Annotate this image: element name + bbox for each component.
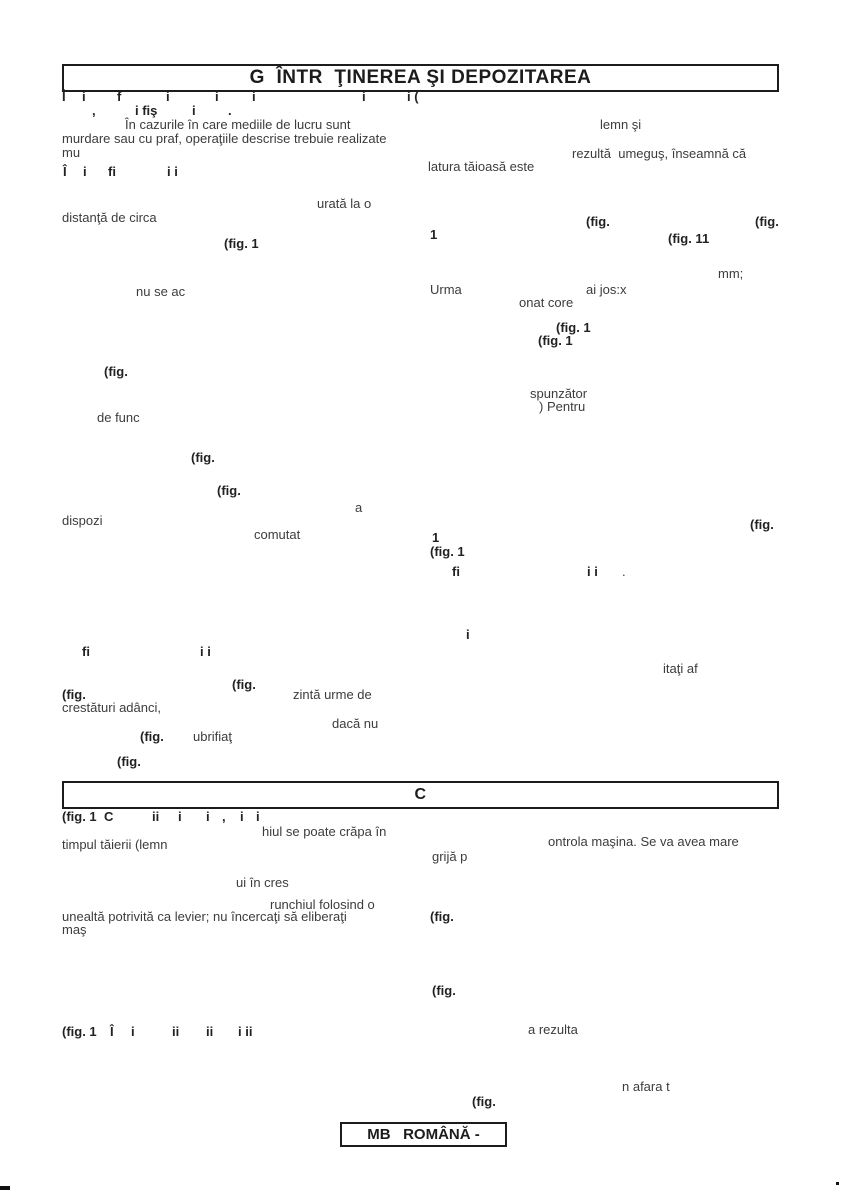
figure-reference: (fig.	[117, 754, 141, 769]
text-fragment: ,	[92, 103, 96, 118]
figure-reference: (fig.	[140, 729, 164, 744]
text-fragment: ubrifiaţ	[193, 729, 233, 744]
text-fragment: i i	[167, 164, 178, 179]
text-fragment: hiul se poate crăpa în	[262, 824, 387, 839]
text-fragment: În cazurile în care mediile de lucru sunt	[125, 117, 351, 132]
text-fragment: Urma	[430, 282, 462, 297]
figure-reference: (fig.	[62, 687, 86, 702]
text-fragment: i	[166, 89, 170, 104]
figure-reference: (fig.	[104, 364, 128, 379]
text-fragment: rezultă umeguş, înseamnă că	[572, 146, 747, 161]
text-fragment: maş	[62, 922, 87, 937]
text-fragment: timpul tăierii (lemn	[62, 837, 168, 852]
text-fragment: murdare sau cu praf, operaţiile descrise trebuie realizate	[62, 131, 387, 146]
text-fragment: lemn şi	[600, 117, 642, 132]
figure-reference: (fig.	[432, 983, 456, 998]
text-fragment: i	[466, 627, 470, 642]
figure-reference: (fig. 1	[538, 333, 573, 348]
text-fragment: zintă urme de	[293, 687, 372, 702]
text-fragment: de func	[97, 410, 140, 425]
text-fragment: ai jos:x	[586, 282, 627, 297]
text-fragment: i	[192, 103, 196, 118]
text-fragment: runchiul folosind o	[270, 897, 375, 912]
text-fragment: i	[178, 809, 182, 824]
footer-page-label: MB ROMÂNĂ -	[367, 1126, 480, 1143]
text-fragment: n afara t	[622, 1079, 670, 1094]
figure-reference: (fig. 1	[62, 809, 97, 824]
text-fragment: spunzător	[530, 386, 588, 401]
text-fragment: unealtă potrivită ca levier; nu încercaţi să eliberaţi	[62, 909, 347, 924]
section-header-c	[62, 781, 779, 809]
text-fragment: i	[206, 809, 210, 824]
figure-reference: (fig.	[750, 517, 774, 532]
figure-reference: (fig.	[755, 214, 779, 229]
text-fragment: mu	[62, 145, 81, 160]
text-fragment: Î	[63, 164, 67, 179]
text-fragment: fi	[82, 644, 90, 659]
text-fragment: ii	[206, 1024, 214, 1039]
text-fragment: ii	[172, 1024, 180, 1039]
text-fragment: ui în cres	[236, 875, 289, 890]
text-fragment: fi	[108, 164, 116, 179]
figure-reference: (fig. 11	[668, 231, 710, 246]
figure-reference: (fig. 1	[430, 544, 465, 559]
text-fragment: i fiş	[135, 103, 158, 118]
figure-reference: (fig. 1	[224, 236, 259, 251]
text-fragment: .	[622, 564, 626, 579]
text-fragment: i	[82, 89, 86, 104]
text-fragment: comutat	[254, 527, 301, 542]
text-fragment: a rezulta	[528, 1022, 578, 1037]
text-fragment: crestături adânci,	[62, 700, 161, 715]
text-fragment: i	[252, 89, 256, 104]
figure-reference: (fig. 1	[556, 320, 591, 335]
section-title: G ÎNTR ŢINEREA ŞI DEPOZITAREA	[249, 67, 592, 88]
text-fragment: Î	[110, 1024, 114, 1039]
section-title: C	[414, 786, 427, 803]
text-fragment: nu se ac	[136, 284, 186, 299]
text-fragment: dispozi	[62, 513, 103, 528]
text-fragment: i	[256, 809, 260, 824]
section-header-maintenance	[62, 64, 779, 92]
text-fragment: onat core	[519, 295, 574, 310]
footer-page-label-box	[340, 1122, 507, 1147]
text-fragment: C	[104, 809, 114, 824]
text-fragment: a	[355, 500, 363, 515]
text-fragment: i	[131, 1024, 135, 1039]
text-fragment: ii	[152, 809, 160, 824]
text-fragment: itaţi af	[663, 661, 698, 676]
text-fragment: i	[215, 89, 219, 104]
figure-reference: (fig.	[430, 909, 454, 924]
text-fragment: dacă nu	[332, 716, 379, 731]
text-fragment: i	[240, 809, 244, 824]
text-fragment: i ii	[238, 1024, 253, 1039]
text-fragment: i i	[587, 564, 598, 579]
text-fragment: f	[117, 89, 122, 104]
text-fragment: Î	[62, 89, 66, 104]
text-fragment: i	[83, 164, 87, 179]
text-fragment: latura tăioasă este	[428, 159, 535, 174]
scan-artifact-mark	[836, 1182, 839, 1185]
figure-reference: (fig.	[232, 677, 256, 692]
figure-reference: 1	[430, 227, 438, 242]
figure-reference: (fig.	[586, 214, 610, 229]
text-fragment: ) Pentru	[539, 399, 586, 414]
text-fragment: .	[228, 103, 232, 118]
figure-reference: (fig. 1	[62, 1024, 97, 1039]
figure-reference: (fig.	[191, 450, 215, 465]
text-fragment: fi	[452, 564, 460, 579]
text-fragment: urată la o	[317, 196, 372, 211]
text-fragment: ,	[222, 809, 226, 824]
text-fragment: i i	[200, 644, 211, 659]
scan-artifact-mark	[0, 1186, 10, 1190]
figure-reference: (fig.	[472, 1094, 496, 1109]
text-fragment: i (	[407, 89, 419, 104]
text-fragment: i	[362, 89, 366, 104]
text-fragment: grijă p	[432, 849, 468, 864]
figure-reference: (fig.	[217, 483, 241, 498]
figure-reference: 1	[432, 530, 440, 545]
text-fragment: distanţă de circa	[62, 210, 157, 225]
text-fragment: ontrola maşina. Se va avea mare	[548, 834, 739, 849]
text-fragment: mm;	[718, 266, 744, 281]
